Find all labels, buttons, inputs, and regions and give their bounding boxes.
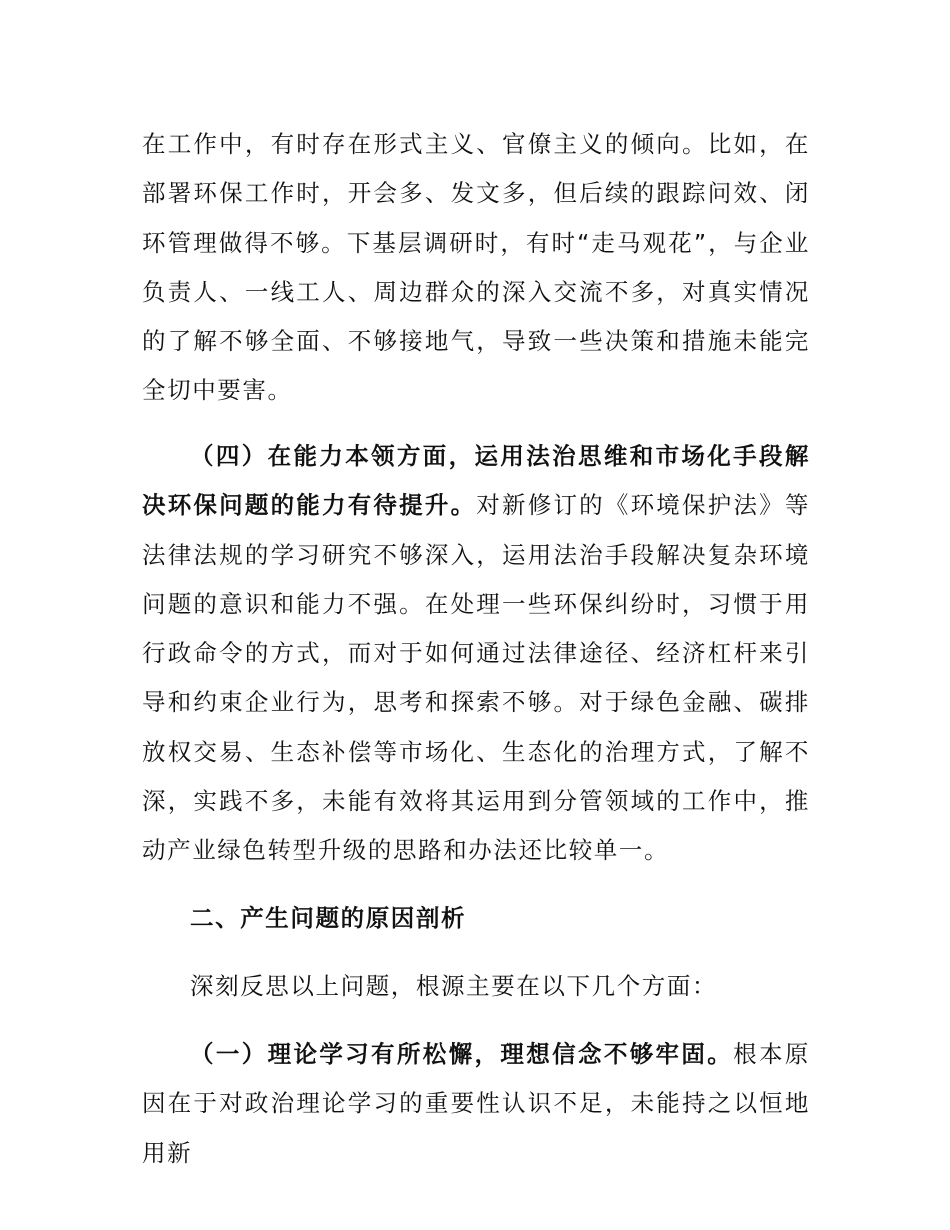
paragraph-theory-study-body: 根本原因在于对政治理论学习的重要性认识不足，未能持之以恒地用新 <box>142 1040 810 1167</box>
paragraph-formalism: 在工作中，有时存在形式主义、官僚主义的倾向。比如，在部署环保工作时，开会多、发文多，但后续的跟踪问效、闭环管理做得不够。下基层调研时，有时“走马观花”，与企业负责人、一线工人、周边群众的深入交流不多，对真实情况的了解不够全面、不够接地气，导致一些决策和措施未能完全切中要害。 <box>142 130 810 405</box>
paragraph-ability-body: 对新修订的《环境保护法》等法律法规的学习研究不够深入，运用法治手段解决复杂环境问题的意识和能力不强。在处理一些环保纠纷时，习惯于用行政命令的方式，而对于如何通过法律途径、经济杠杆来引导和约束企业行为，思考和探索不够。对于绿色金融、碳排放权交易、生态补偿等市场化、生态化的治理方式，了解不深，实践不多，未能有效将其运用到分管领域的工作中，推动产业绿色转型升级的思路和办法还比较单一。 <box>142 491 810 865</box>
paragraph-theory-study-heading: （一）理论学习有所松懈，理想信念不够牢固。 <box>190 1040 734 1068</box>
section-heading: 二、产生问题的原因剖析 <box>190 904 467 932</box>
paragraph-ability-heading: （四）在能力本领方面，运用法治思维和市场化手段解决环保问题的能力有待提升。 <box>142 442 810 520</box>
intro-paragraph: 深刻反思以上问题，根源主要在以下几个方面： <box>190 972 718 1000</box>
paragraph-ability <box>142 432 810 876</box>
paragraph-theory-study <box>142 1030 810 1178</box>
